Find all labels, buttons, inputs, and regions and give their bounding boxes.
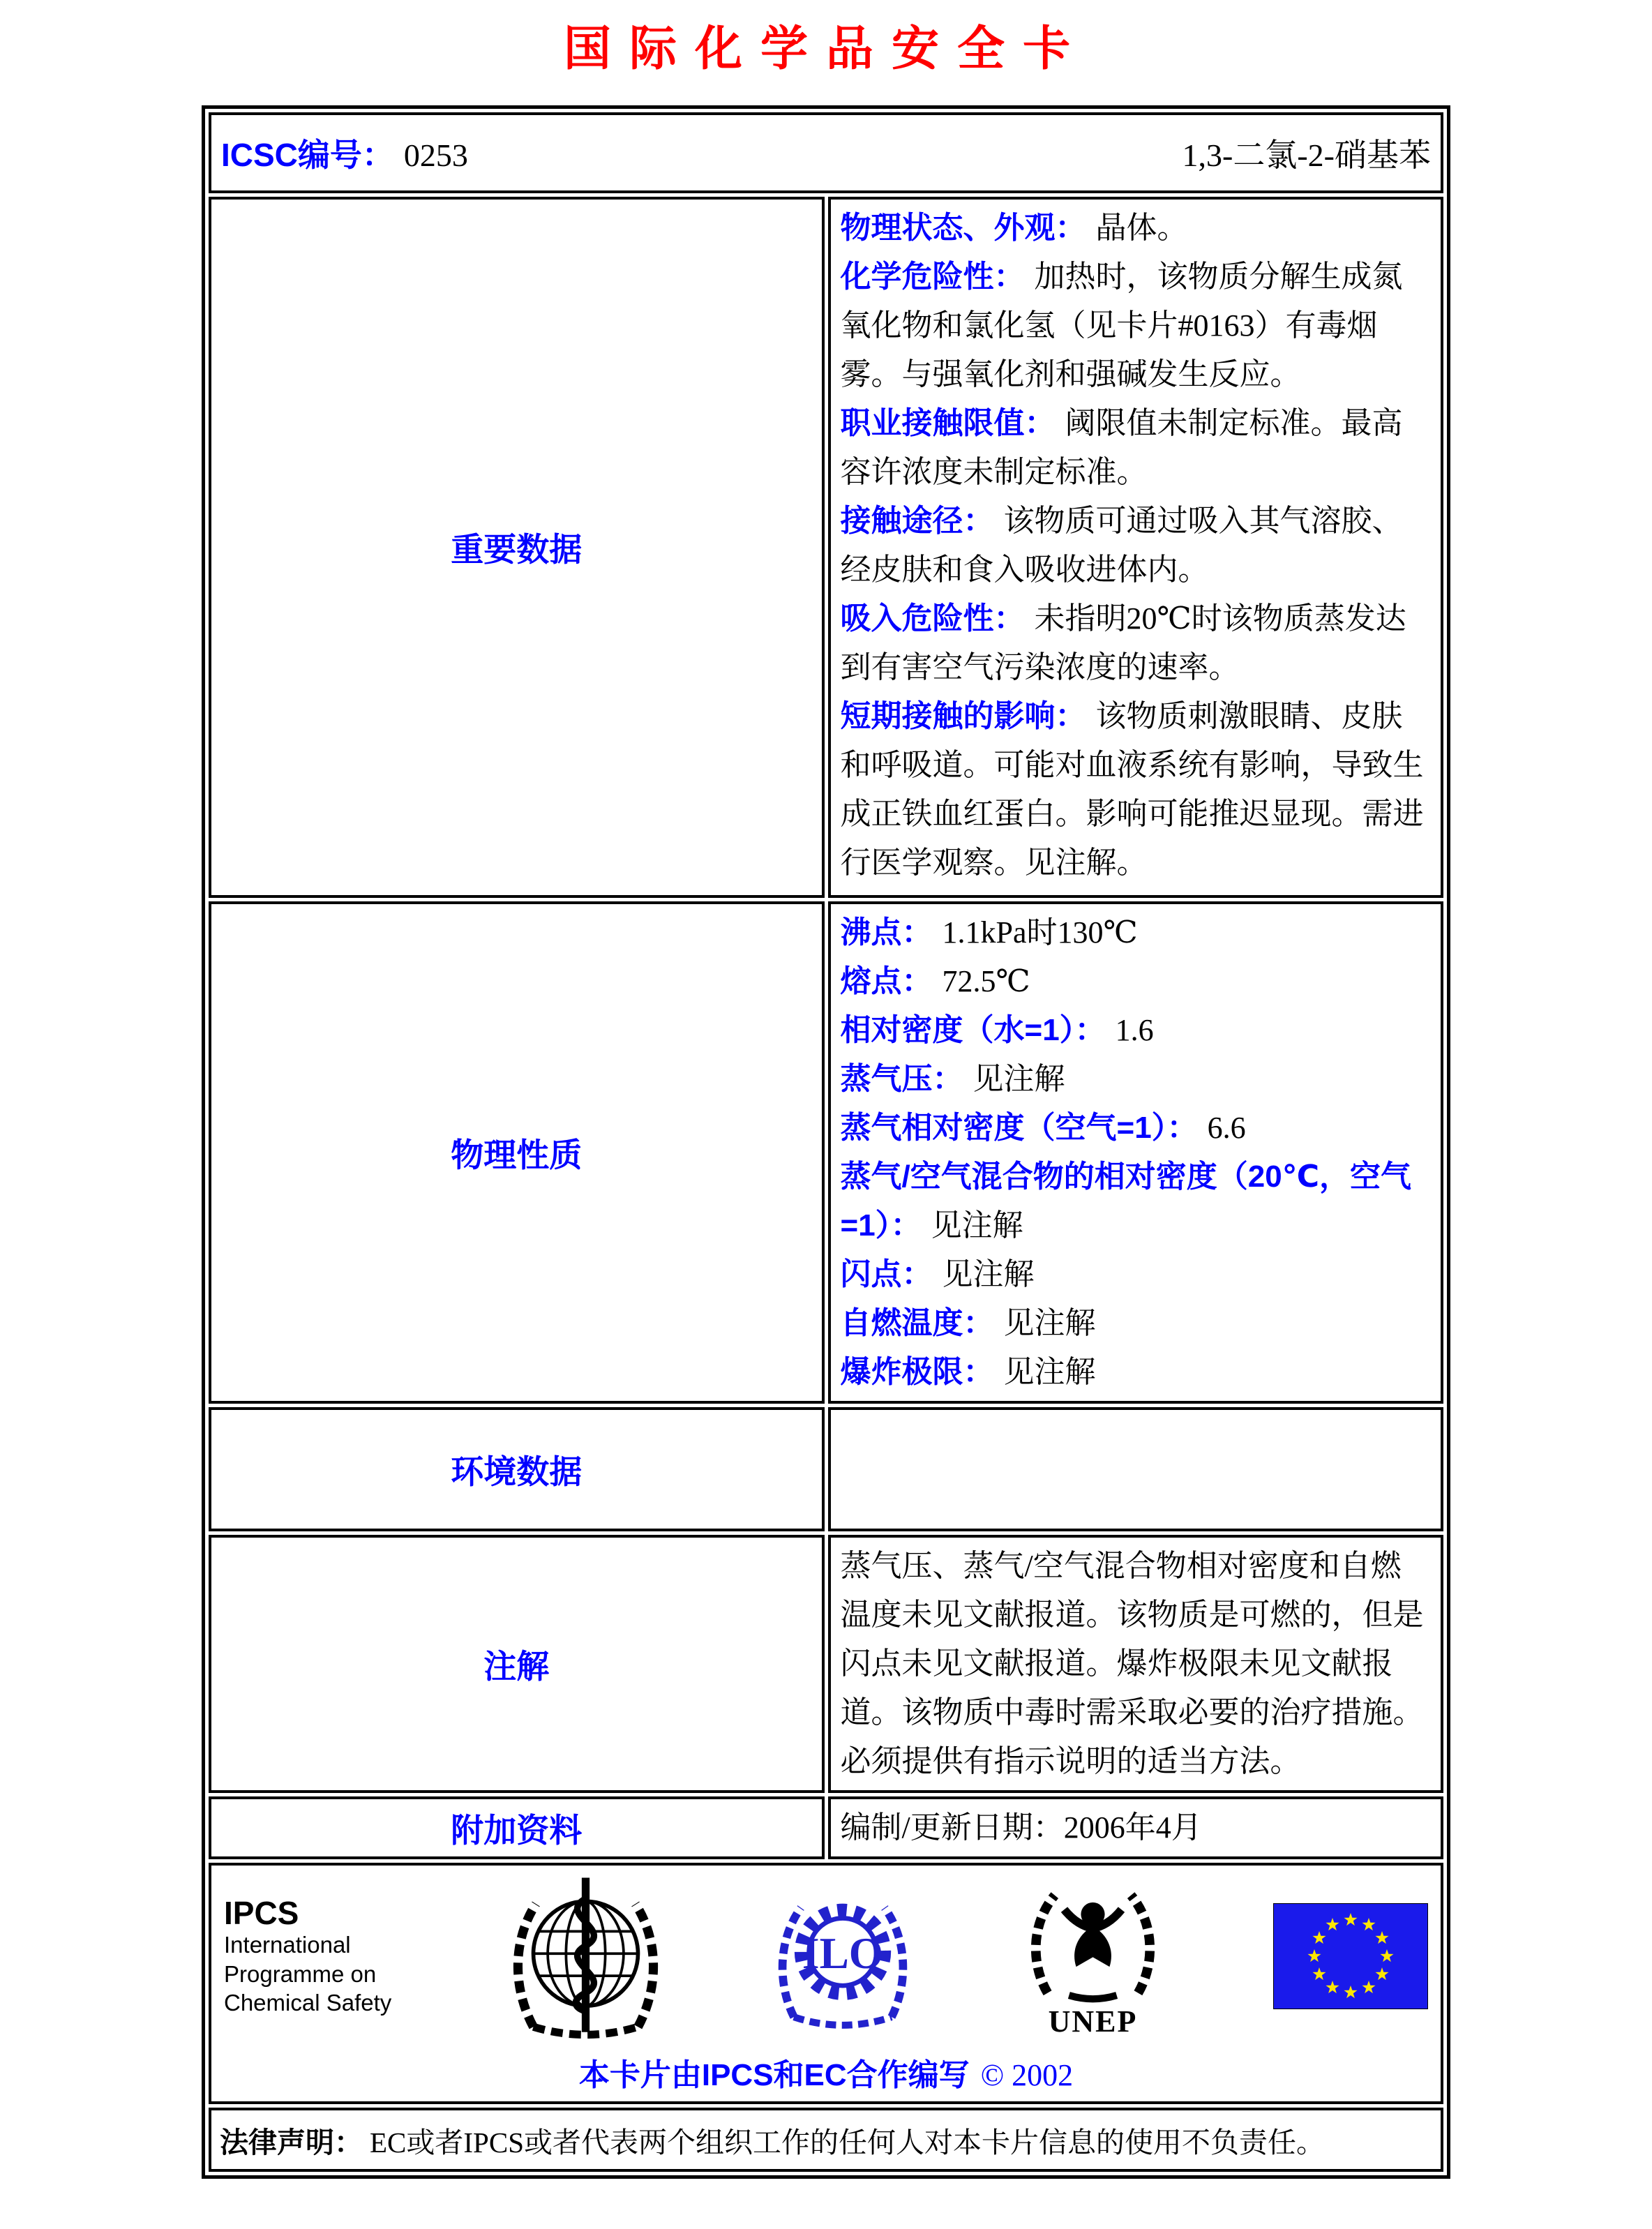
- property-line: [841, 1104, 1432, 1153]
- section-content-important-data: [828, 197, 1444, 898]
- legal-cell: [209, 2108, 1443, 2172]
- copyright-text: © 2002: [980, 2058, 1074, 2092]
- property-line: [841, 957, 1432, 1006]
- section-content-additional-info: [828, 1796, 1444, 1859]
- property-label: 职业接触限值：: [840, 406, 1056, 440]
- credit-text: 本卡片由IPCS和EC合作编写: [578, 2058, 970, 2092]
- table-row-physical-properties: [209, 901, 1443, 1404]
- property-value: 1.1kPa时130℃: [942, 915, 1138, 950]
- property-value: 见注解: [973, 1062, 1065, 1096]
- section-label-notes: 注解: [209, 1535, 825, 1793]
- property-label: 蒸气相对密度（空气=1）：: [840, 1111, 1198, 1145]
- legal-notice-label: 法律声明：: [220, 2126, 363, 2159]
- property-label: 自燃温度：: [840, 1306, 994, 1340]
- chemical-name: 1,3-二氯-2-硝基苯: [1182, 137, 1431, 173]
- table-row-logos: [209, 1863, 1443, 2104]
- unep-logo-icon: [1021, 1876, 1164, 2037]
- property-value: 6.6: [1207, 1111, 1246, 1145]
- header-cell: [209, 112, 1443, 193]
- eu-flag-icon: [1273, 1903, 1428, 2009]
- credit-line: [224, 2050, 1428, 2094]
- page-title: 国际化学品安全卡: [563, 22, 1088, 75]
- property-value: 该物质可通过吸入其气溶胶、经皮肤和食入吸收进体内。: [840, 504, 1403, 587]
- property-label: 吸入危险性：: [840, 601, 1025, 636]
- ipcs-line: Chemical Safety: [224, 1989, 392, 2016]
- property-label: 相对密度（水=1）：: [840, 1013, 1106, 1047]
- additional-info-text: 编制/更新日期：2006年4月: [840, 1810, 1202, 1845]
- section-content-environmental-data: [828, 1407, 1444, 1531]
- table-row-environmental-data: [209, 1407, 1443, 1531]
- property-value: 见注解: [1003, 1306, 1096, 1340]
- table-row-header: [209, 112, 1443, 193]
- property-label: 接触途径：: [840, 504, 994, 538]
- property-line: [841, 1250, 1432, 1299]
- unep-logo-text: UNEP: [1048, 2004, 1138, 2039]
- property-line: [841, 1055, 1432, 1104]
- ipcs-text-block: [224, 1896, 398, 2017]
- property-value: 未指明20℃时该物质蒸发达到有害空气污染浓度的速率。: [840, 601, 1406, 684]
- property-value: 见注解: [1003, 1355, 1096, 1389]
- table-row-notes: [209, 1535, 1443, 1793]
- property-line: [841, 399, 1432, 497]
- section-label-physical-properties: 物理性质: [209, 901, 825, 1404]
- property-value: 1.6: [1115, 1013, 1154, 1047]
- property-value: 晶体。: [1095, 211, 1188, 245]
- legal-notice-text: EC或者IPCS或者代表两个组织工作的任何人对本卡片信息的使用不负责任。: [370, 2126, 1325, 2159]
- property-value: 见注解: [942, 1257, 1035, 1291]
- property-line: [841, 692, 1432, 887]
- property-line: [841, 908, 1432, 957]
- property-label: 闪点：: [840, 1257, 933, 1291]
- property-value: 72.5℃: [942, 964, 1030, 998]
- property-label: 化学危险性：: [840, 260, 1025, 294]
- property-line: [841, 1299, 1432, 1348]
- icsc-number-value: 0253: [403, 137, 468, 173]
- logos-cell: [209, 1863, 1443, 2104]
- property-line: [841, 253, 1432, 399]
- section-content-physical-properties: [828, 901, 1444, 1404]
- section-label-important-data: 重要数据: [209, 197, 825, 898]
- ipcs-line: International: [224, 1932, 351, 1958]
- property-label: 短期接触的影响：: [840, 699, 1086, 733]
- property-line: [841, 497, 1432, 594]
- section-content-notes: [828, 1535, 1444, 1793]
- section-label-additional-info: 附加资料: [209, 1796, 825, 1859]
- property-line: [841, 204, 1432, 253]
- table-row-legal: [209, 2108, 1443, 2172]
- property-label: 蒸气压：: [840, 1062, 963, 1096]
- ipcs-title: IPCS: [224, 1894, 299, 1931]
- ilo-logo-text: ILO: [802, 1928, 884, 1978]
- property-value: 该物质刺激眼睛、皮肤和呼吸道。可能对血液系统有影响，导致生成正铁血红蛋白。影响可能推迟显现。需进行医学观察。见注解。: [840, 699, 1424, 880]
- property-label: 沸点：: [840, 915, 933, 950]
- safety-card-table: [202, 105, 1450, 2179]
- table-row-important-data: [209, 197, 1443, 898]
- property-value: 阈限值未制定标准。最高容许浓度未制定标准。: [840, 406, 1403, 489]
- section-label-environmental-data: 环境数据: [209, 1407, 825, 1531]
- property-value: 见注解: [931, 1208, 1023, 1243]
- ilo-logo-icon: [773, 1878, 913, 2035]
- table-row-additional-info: [209, 1796, 1443, 1859]
- property-label: 熔点：: [840, 964, 933, 998]
- property-line: [841, 1006, 1432, 1055]
- icsc-number-label: ICSC编号：: [221, 137, 394, 173]
- property-value: 加热时，该物质分解生成氮氧化物和氯化氢（见卡片#0163）有毒烟雾。与强氧化剂和强碱发生反应。: [840, 260, 1403, 391]
- who-logo-icon: [507, 1872, 664, 2040]
- property-line: [841, 594, 1432, 692]
- ipcs-line: Programme on: [224, 1960, 377, 1987]
- property-line: [841, 1348, 1432, 1397]
- notes-text: 蒸气压、蒸气/空气混合物相对密度和自燃温度未见文献报道。该物质是可燃的，但是闪点未见文献报道。爆炸极限未见文献报道。该物质中毒时需采取必要的治疗措施。必须提供有指示说明的适当方法。: [840, 1549, 1424, 1778]
- property-line: [841, 1153, 1432, 1250]
- property-label: 爆炸极限：: [840, 1355, 994, 1389]
- property-label: 物理状态、外观：: [840, 211, 1086, 245]
- property-label: 蒸气/空气混合物的相对密度（20℃，空气=1）：: [840, 1159, 1411, 1243]
